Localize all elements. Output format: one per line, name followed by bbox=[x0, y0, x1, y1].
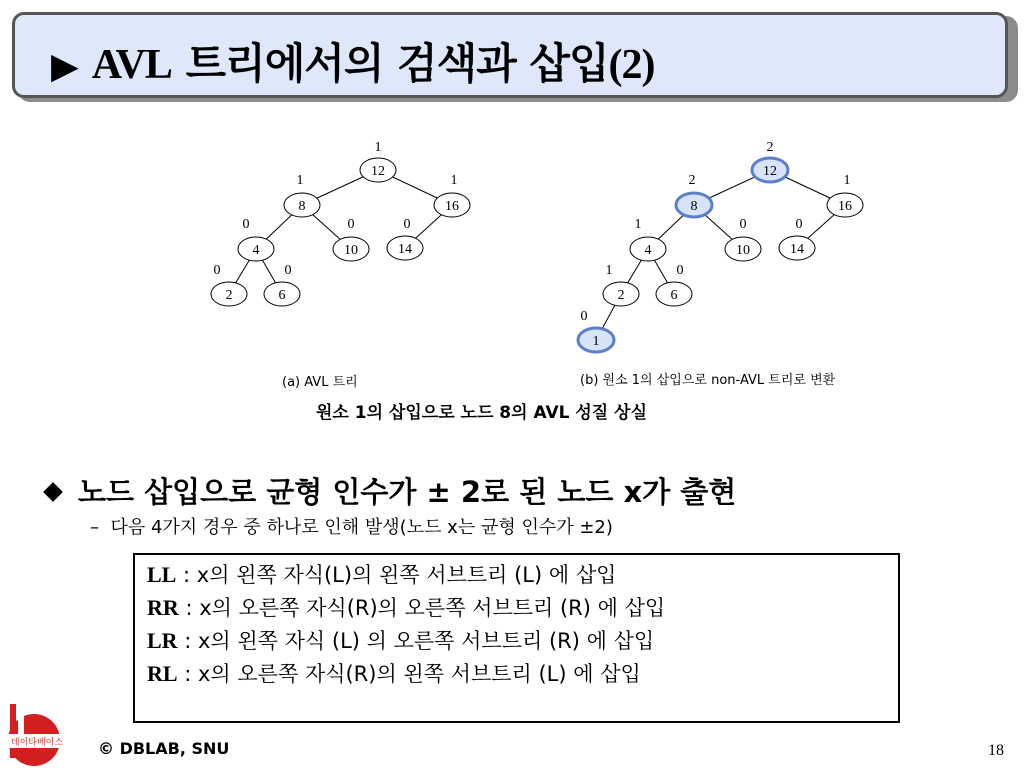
tree-node-label: 8 bbox=[690, 199, 698, 214]
tree-node-label: 2 bbox=[225, 288, 233, 303]
tree-a-caption: (a) AVL 트리 bbox=[282, 375, 358, 390]
balance-factor-label: 0 bbox=[739, 217, 747, 232]
tree-node-label: 4 bbox=[252, 243, 260, 258]
copyright-text: © DBLAB, SNU bbox=[98, 739, 230, 758]
tree-node-label: 2 bbox=[617, 288, 625, 303]
tree-b-caption: (b) 원소 1의 삽입으로 non-AVL 트리로 변환 bbox=[580, 373, 836, 388]
balance-factor-label: 1 bbox=[450, 173, 458, 188]
case-rr: RR : x의 오른쪽 자식(R)의 오른쪽 서브트리 (R) 에 삽입 bbox=[147, 595, 666, 620]
balance-factor-label: 0 bbox=[242, 217, 250, 232]
tree-node-label: 6 bbox=[278, 288, 286, 303]
balance-factor-label: 2 bbox=[688, 173, 696, 188]
tree-node-label: 1 bbox=[592, 334, 600, 349]
balance-factor-label: 0 bbox=[676, 263, 684, 278]
diagram-subcaption: 원소 1의 삽입으로 노드 8의 AVL 성질 상실 bbox=[316, 403, 647, 423]
main-bullet: 노드 삽입으로 균형 인수가 ± 2로 된 노드 x가 출현 bbox=[40, 470, 736, 511]
balance-factor-label: 0 bbox=[403, 217, 411, 232]
sub-bullet: – 다음 4가지 경우 중 하나로 인해 발생(노드 x는 균형 인수가 ±2) bbox=[90, 517, 613, 538]
balance-factor-label: 1 bbox=[605, 263, 613, 278]
case-lr: LR : x의 왼쪽 자식 (L) 의 오른쪽 서브트리 (R) 에 삽입 bbox=[147, 628, 655, 653]
svg-text:데이타베이스: 데이타베이스 bbox=[10, 738, 64, 748]
balance-factor-label: 2 bbox=[766, 140, 774, 155]
page-title: ▶ AVL 트리에서의 검색과 삽입(2) bbox=[51, 39, 655, 88]
play-triangle-icon: ▶ bbox=[51, 46, 78, 87]
tree-node-label: 6 bbox=[670, 288, 678, 303]
balance-factor-label: 0 bbox=[213, 263, 221, 278]
tree-node-label: 12 bbox=[371, 164, 385, 179]
case-rl: RL : x의 오른쪽 자식(R)의 왼쪽 서브트리 (L) 에 삽입 bbox=[147, 661, 641, 686]
balance-factor-label: 0 bbox=[284, 263, 292, 278]
case-ll: LL : x의 왼쪽 자식(L)의 왼쪽 서브트리 (L) 에 삽입 bbox=[147, 562, 617, 587]
balance-factor-label: 0 bbox=[795, 217, 803, 232]
tree-node-label: 16 bbox=[838, 199, 852, 214]
tree-node-label: 12 bbox=[763, 164, 777, 179]
balance-factor-label: 0 bbox=[580, 309, 588, 324]
tree-node-label: 16 bbox=[445, 199, 459, 214]
tree-node-label: 8 bbox=[298, 199, 306, 214]
dash-bullet-icon: – bbox=[90, 517, 111, 538]
dblab-logo bbox=[0, 700, 78, 768]
tree-node-label: 10 bbox=[344, 243, 358, 258]
diamond-bullet-icon bbox=[43, 482, 63, 502]
balance-factor-label: 0 bbox=[347, 217, 355, 232]
balance-factor-label: 1 bbox=[296, 173, 304, 188]
rotation-cases-box bbox=[133, 553, 900, 723]
tree-node-label: 14 bbox=[790, 242, 804, 257]
balance-factor-label: 1 bbox=[374, 140, 382, 155]
tree-node-label: 4 bbox=[644, 243, 652, 258]
balance-factor-label: 1 bbox=[843, 173, 851, 188]
balance-factor-label: 1 bbox=[634, 217, 642, 232]
tree-node-label: 14 bbox=[398, 242, 412, 257]
tree-node-label: 10 bbox=[736, 243, 750, 258]
page-number: 18 bbox=[988, 742, 1004, 759]
